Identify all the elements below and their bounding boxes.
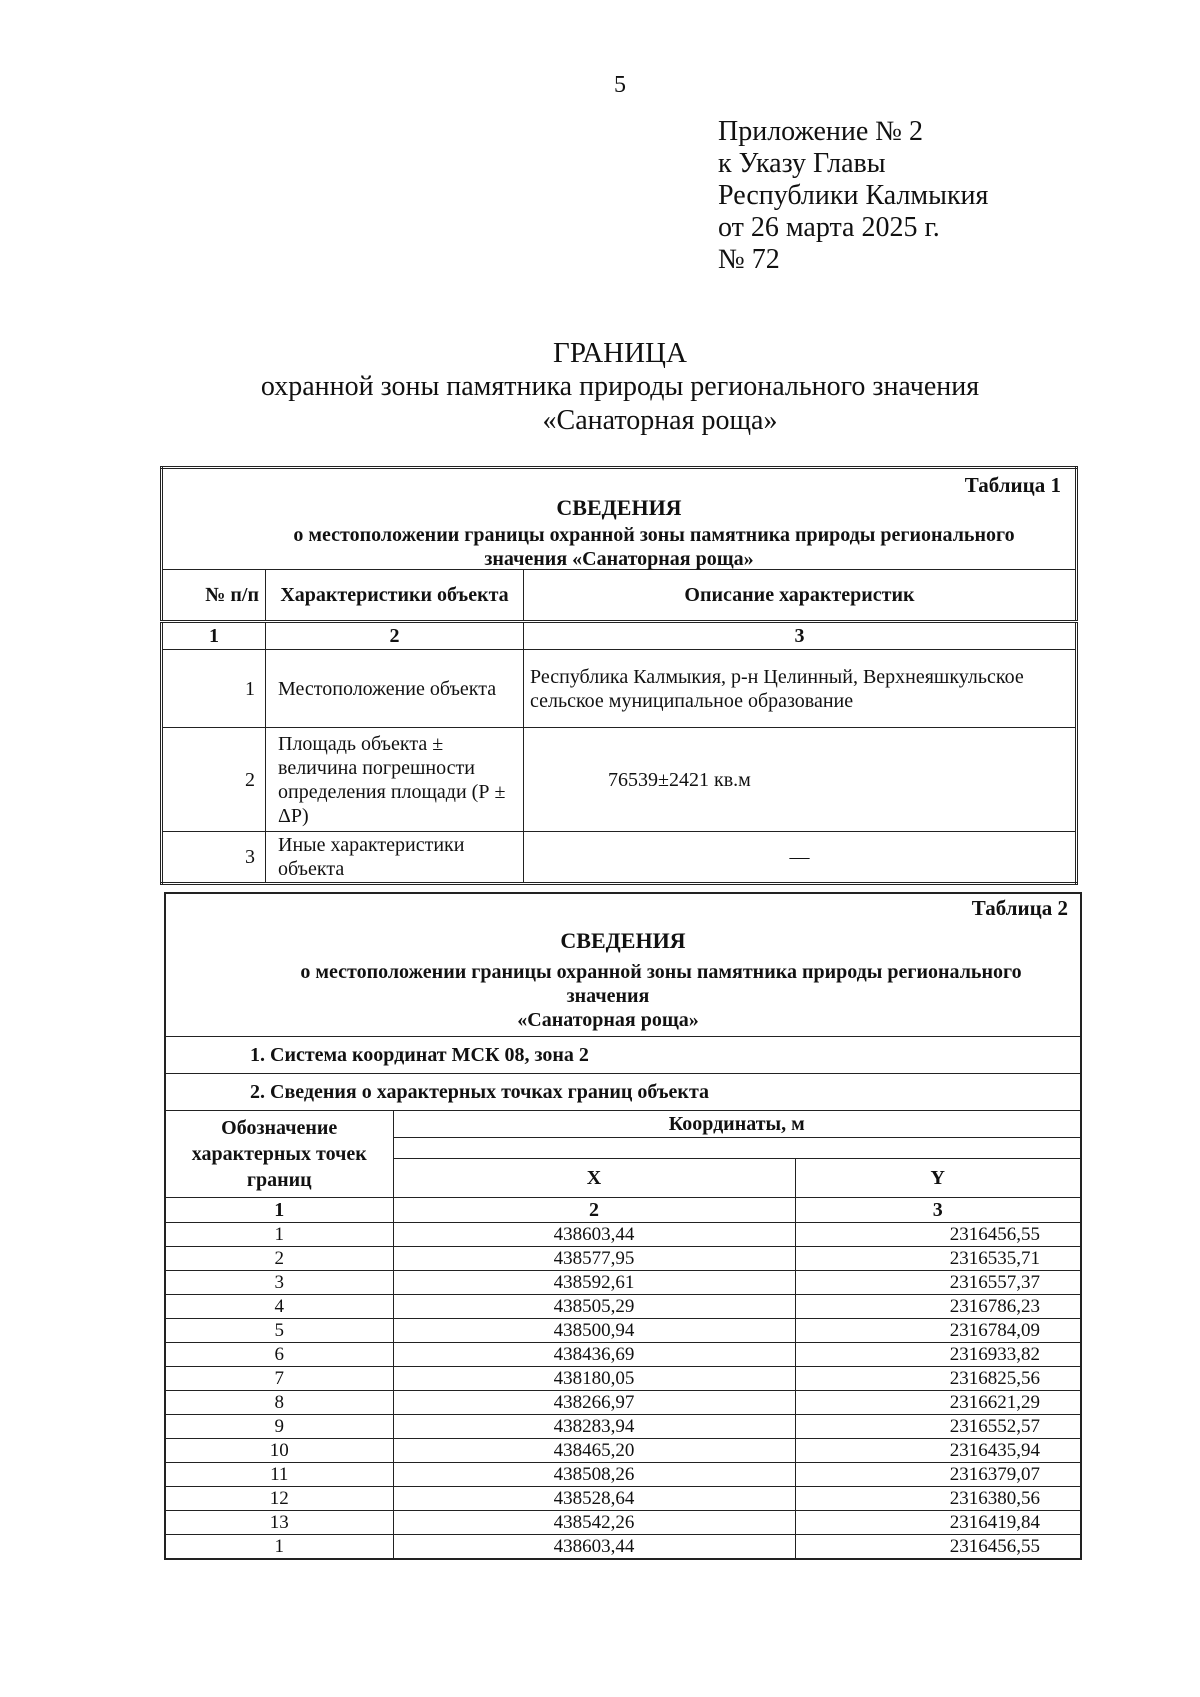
point-number: 9	[165, 1415, 393, 1439]
table-heading: СВЕДЕНИЯ	[556, 495, 682, 520]
coord-x: 438180,05	[393, 1367, 795, 1391]
row-description: Республика Калмыкия, р-н Целинный, Верхнеяшкульское сельское муниципальное образование	[524, 650, 1077, 728]
coord-y: 2316933,82	[795, 1343, 1081, 1367]
title-line: охранной зоны памятника природы регионального значения	[260, 371, 980, 402]
table-subheading: о местоположении границы охранной зоны памятника природы регионального	[293, 524, 1015, 546]
section-title: 2. Сведения о характерных точках границ объекта	[165, 1074, 1081, 1111]
table-row	[165, 1271, 1081, 1295]
coord-y: 2316456,55	[795, 1535, 1081, 1560]
table-row	[165, 1439, 1081, 1463]
coord-x: 438577,95	[393, 1247, 795, 1271]
table-subheading: значения	[566, 985, 650, 1007]
column-number: 3	[795, 1198, 1081, 1223]
row-number: 2	[162, 728, 266, 832]
table-row	[165, 1367, 1081, 1391]
point-number: 8	[165, 1391, 393, 1415]
column-number: 2	[266, 622, 524, 650]
coord-x: 438283,94	[393, 1415, 795, 1439]
document-title	[240, 336, 1000, 438]
appendix-line: № 72	[718, 244, 780, 275]
point-number: 2	[165, 1247, 393, 1271]
coord-x: 438505,29	[393, 1295, 795, 1319]
coord-y: 2316552,57	[795, 1415, 1081, 1439]
column-header: Описание характеристик	[524, 570, 1077, 622]
row-description: —	[524, 832, 1077, 884]
table-row	[165, 1535, 1081, 1560]
coord-x: 438542,26	[393, 1511, 795, 1535]
title-line: ГРАНИЦА	[553, 337, 687, 369]
appendix-line: от 26 марта 2025 г.	[718, 212, 940, 243]
coord-y: 2316786,23	[795, 1295, 1081, 1319]
title-line: «Санаторная роща»	[542, 405, 778, 436]
row-number: 1	[162, 650, 266, 728]
table-row	[162, 832, 1077, 884]
page-number: 5	[614, 72, 626, 98]
appendix-line: к Указу Главы	[718, 148, 886, 179]
coord-x: 438436,69	[393, 1343, 795, 1367]
table-row	[165, 1247, 1081, 1271]
coord-y: 2316535,71	[795, 1247, 1081, 1271]
coord-x: 438500,94	[393, 1319, 795, 1343]
table-label: Таблица 2	[971, 896, 1068, 920]
coord-y: 2316784,09	[795, 1319, 1081, 1343]
table-row	[165, 1223, 1081, 1247]
table-row	[165, 1391, 1081, 1415]
table-row	[162, 650, 1077, 728]
column-header: Обозначение характерных точек границ	[165, 1111, 393, 1198]
column-header: Координаты, м	[393, 1111, 1081, 1138]
point-number: 1	[165, 1223, 393, 1247]
point-number: 5	[165, 1319, 393, 1343]
point-number: 3	[165, 1271, 393, 1295]
column-header: № п/п	[162, 570, 266, 622]
table-subheading: значения «Санаторная роща»	[484, 548, 754, 570]
appendix-block	[718, 116, 988, 276]
table-2-caption	[165, 893, 1081, 1037]
column-number: 2	[393, 1198, 795, 1223]
point-number: 10	[165, 1439, 393, 1463]
table-2	[164, 892, 1082, 1560]
row-description: 76539±2421 кв.м	[524, 728, 1077, 832]
table-row	[165, 1463, 1081, 1487]
table-row	[165, 1343, 1081, 1367]
row-name: Иные характеристики объекта	[266, 832, 524, 884]
point-number: 4	[165, 1295, 393, 1319]
point-number: 6	[165, 1343, 393, 1367]
column-number: 3	[524, 622, 1077, 650]
coord-y: 2316825,56	[795, 1367, 1081, 1391]
coord-y: 2316621,29	[795, 1391, 1081, 1415]
header-spacer	[393, 1138, 1081, 1159]
table-label: Таблица 1	[964, 473, 1061, 497]
coord-y: 2316419,84	[795, 1511, 1081, 1535]
table-1	[160, 466, 1078, 885]
table-subheading: о местоположении границы охранной зоны памятника природы регионального	[300, 961, 1022, 983]
table-row	[165, 1511, 1081, 1535]
table-subheading: «Санаторная роща»	[517, 1009, 699, 1031]
coord-y: 2316435,94	[795, 1439, 1081, 1463]
table-1-caption	[162, 468, 1077, 570]
column-number: 1	[165, 1198, 393, 1223]
point-number: 13	[165, 1511, 393, 1535]
coord-x: 438465,20	[393, 1439, 795, 1463]
column-number: 1	[162, 622, 266, 650]
table-row	[162, 728, 1077, 832]
coord-x: 438592,61	[393, 1271, 795, 1295]
coord-y: 2316379,07	[795, 1463, 1081, 1487]
coord-x: 438508,26	[393, 1463, 795, 1487]
coord-y: 2316456,55	[795, 1223, 1081, 1247]
coord-y: 2316557,37	[795, 1271, 1081, 1295]
column-header: X	[393, 1159, 795, 1198]
row-name: Местоположение объекта	[266, 650, 524, 728]
table-row	[165, 1487, 1081, 1511]
coord-x: 438266,97	[393, 1391, 795, 1415]
coord-y: 2316380,56	[795, 1487, 1081, 1511]
table-heading: СВЕДЕНИЯ	[560, 928, 686, 953]
point-number: 11	[165, 1463, 393, 1487]
row-name: Площадь объекта ± величина погрешности определения площади (Р ± ΔР)	[266, 728, 524, 832]
row-number: 3	[162, 832, 266, 884]
appendix-line: Республики Калмыкия	[718, 180, 989, 211]
coord-x: 438603,44	[393, 1223, 795, 1247]
point-number: 7	[165, 1367, 393, 1391]
column-header: Y	[795, 1159, 1081, 1198]
table-row	[165, 1415, 1081, 1439]
coord-x: 438528,64	[393, 1487, 795, 1511]
table-row	[165, 1295, 1081, 1319]
point-number: 1	[165, 1535, 393, 1560]
table-row	[165, 1319, 1081, 1343]
appendix-line: Приложение № 2	[718, 116, 923, 147]
point-number: 12	[165, 1487, 393, 1511]
coord-x: 438603,44	[393, 1535, 795, 1560]
column-header: Характеристики объекта	[266, 570, 524, 622]
section-title: 1. Система координат МСК 08, зона 2	[165, 1037, 1081, 1074]
